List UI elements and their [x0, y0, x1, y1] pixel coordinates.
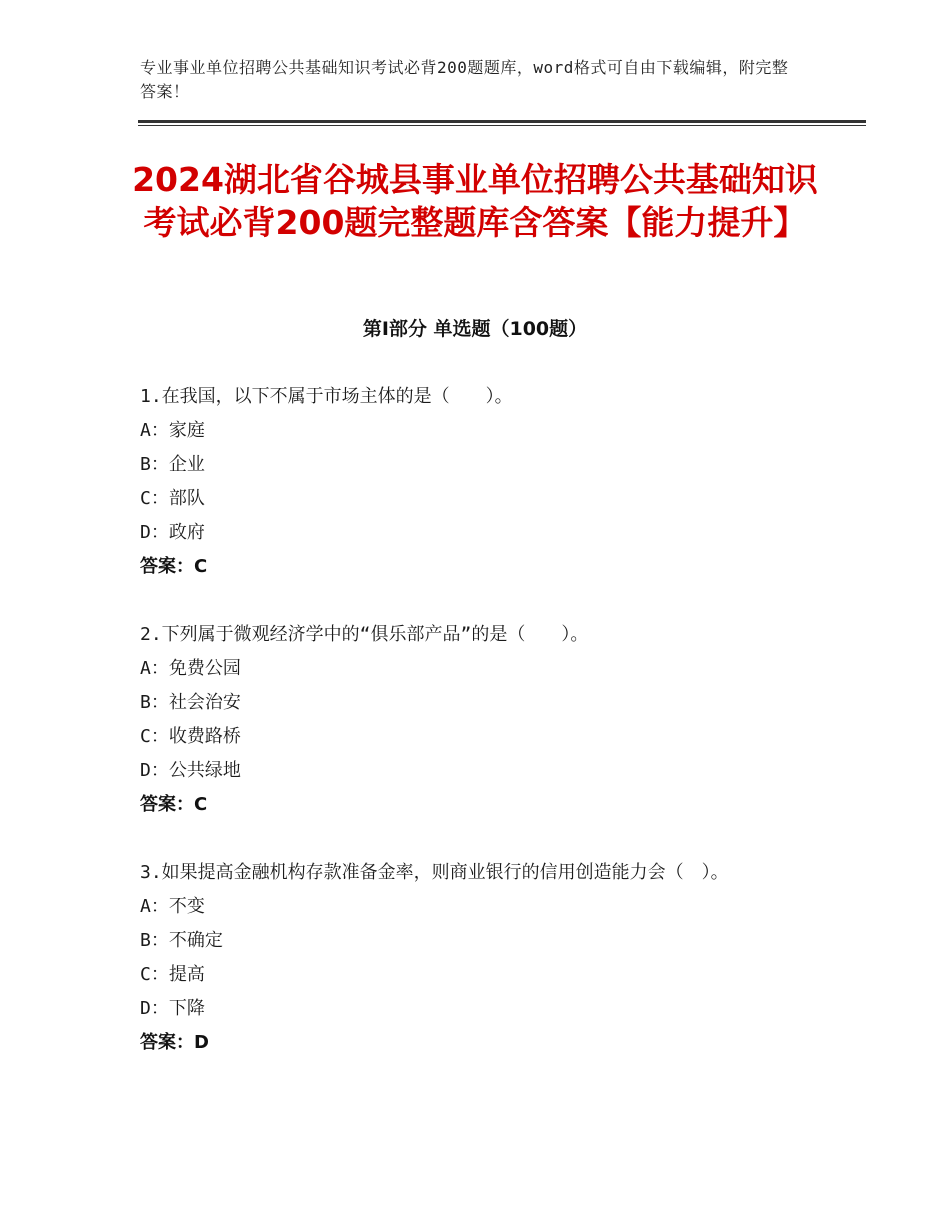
question-2	[140, 618, 820, 822]
header-note: 专业事业单位招聘公共基础知识考试必背200题题库，word格式可自由下载编辑，附完整答案！	[140, 58, 789, 101]
option-c: C：提高	[140, 964, 205, 985]
option-c: C：部队	[140, 488, 205, 509]
answer-line: 答案：C	[140, 556, 208, 577]
section-heading: 第Ⅰ部分 单选题（100题）	[362, 318, 588, 340]
option-a: A：免费公园	[140, 658, 241, 679]
question-stem: 1.在我国，以下不属于市场主体的是（ ）。	[140, 386, 513, 407]
option-d: D：政府	[140, 522, 205, 543]
option-b: B：社会治安	[140, 692, 241, 713]
option-d: D：下降	[140, 998, 205, 1019]
answer-line: 答案：C	[140, 794, 208, 815]
header-rule-thin	[138, 125, 866, 126]
question-1	[140, 380, 820, 584]
question-spacer	[140, 584, 820, 618]
option-b: B：不确定	[140, 930, 223, 951]
option-a: A：不变	[140, 896, 205, 917]
answer-line: 答案：D	[140, 1032, 209, 1053]
option-b: B：企业	[140, 454, 205, 475]
question-stem: 2.下列属于微观经济学中的“俱乐部产品”的是（ ）。	[140, 624, 589, 645]
option-d: D：公共绿地	[140, 760, 241, 781]
question-spacer	[140, 822, 820, 856]
option-a: A：家庭	[140, 420, 205, 441]
document-title: 2024湖北省谷城县事业单位招聘公共基础知识考试必背200题完整题库含答案【能力提升】	[132, 160, 818, 242]
question-3	[140, 856, 820, 1060]
question-list	[140, 380, 820, 1060]
header-rule-thick	[138, 120, 866, 123]
option-c: C：收费路桥	[140, 726, 241, 747]
question-stem: 3.如果提高金融机构存款准备金率，则商业银行的信用创造能力会（ ）。	[140, 862, 729, 883]
